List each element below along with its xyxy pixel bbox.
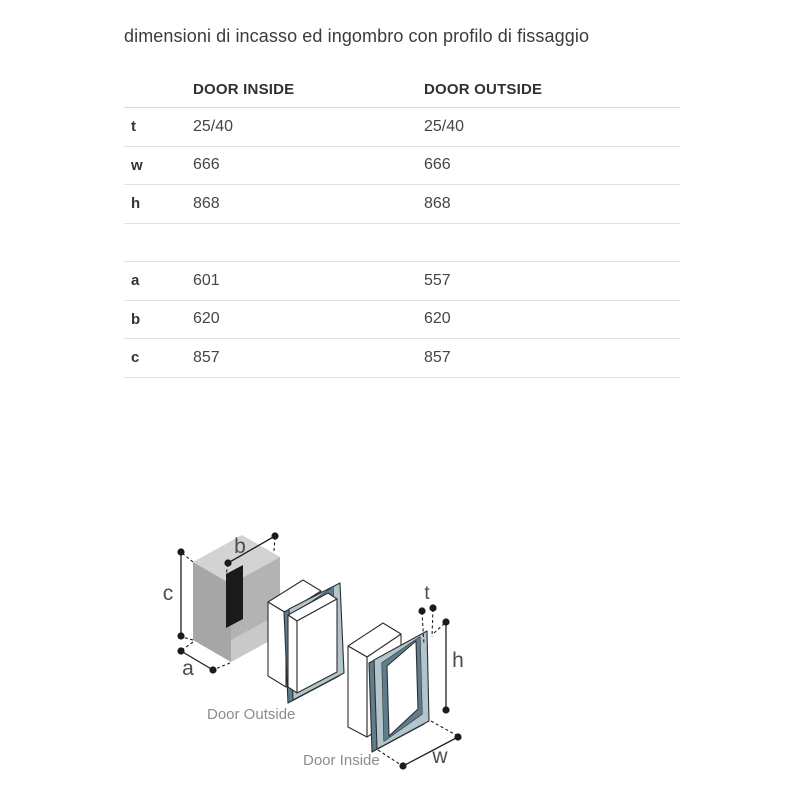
dim-label-a: a [182,657,194,680]
row-value-inside: 868 [193,194,220,212]
cabinet-cutout-figure [163,532,280,680]
door-inside-label: Door Inside [303,752,380,769]
header-door-outside: DOOR OUTSIDE [424,81,543,98]
row-value-inside: 601 [193,271,220,289]
door-outside-label: Door Outside [207,706,296,723]
row-value-outside: 557 [424,271,451,289]
row-label: c [131,349,140,367]
row-value-outside: 857 [424,348,451,366]
row-label: h [131,195,141,213]
row-value-inside: 25/40 [193,117,234,135]
row-label: a [131,272,140,290]
dim-label-t: t [424,583,430,604]
dim-label-h: h [452,649,464,672]
row-value-outside: 25/40 [424,117,465,135]
row-label: t [131,118,136,136]
cutout-niche [226,565,243,628]
row-value-inside: 620 [193,310,220,328]
dim-label-b: b [234,535,246,558]
dim-label-w: w [432,745,448,768]
row-value-inside: 666 [193,156,220,174]
header-door-inside: DOOR INSIDE [193,81,295,98]
page-title: dimensioni di incasso ed ingombro con profilo di fissaggio [124,26,590,46]
row-label: w [131,156,143,174]
row-value-outside: 666 [424,156,451,174]
row-label: b [131,310,141,328]
row-value-outside: 620 [424,310,451,328]
row-value-inside: 857 [193,348,220,366]
dim-label-c: c [162,582,174,605]
row-value-outside: 868 [424,194,451,212]
